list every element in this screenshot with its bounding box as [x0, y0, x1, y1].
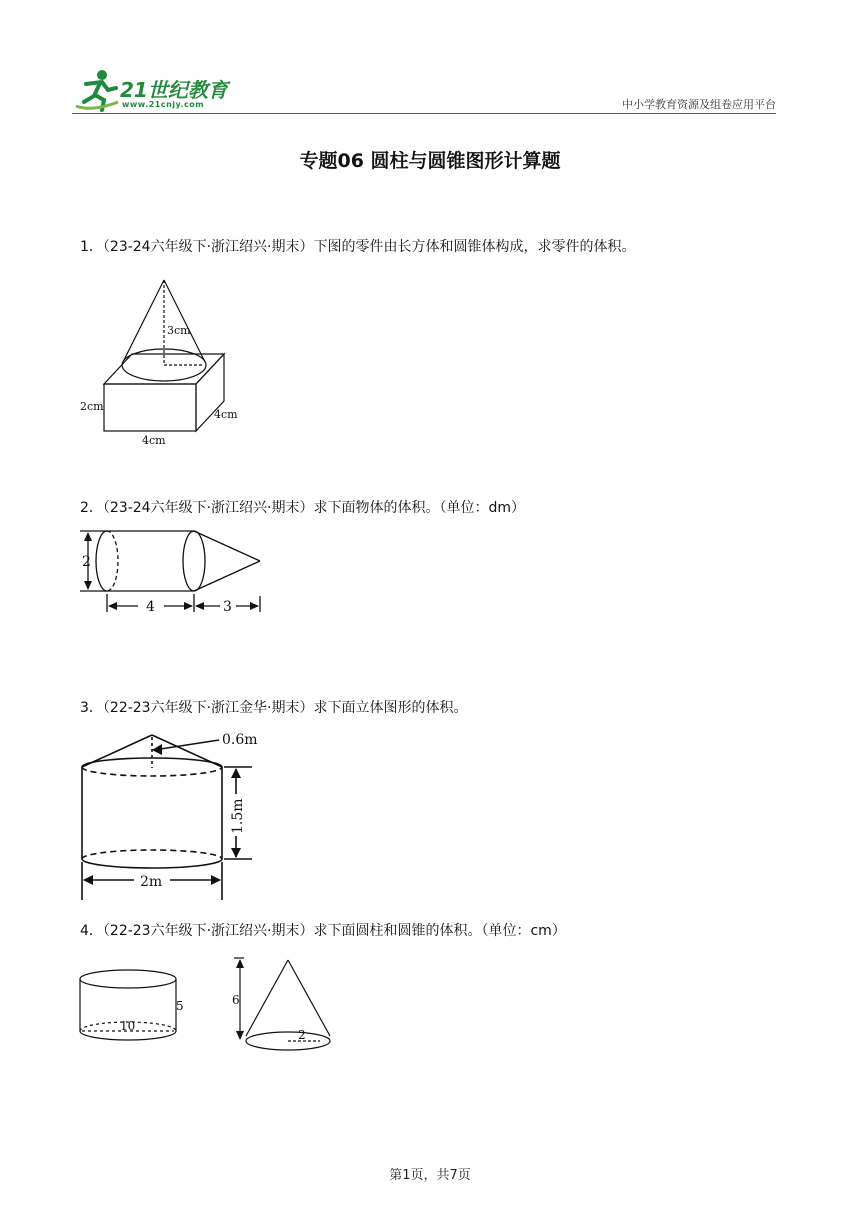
- figure-cylinder-with-cone: [74, 728, 274, 908]
- question-2-text: 2．（23-24六年级下·浙江绍兴·期末）求下面物体的体积。（单位：dm）: [80, 500, 526, 516]
- figure-cylinder-cone: [74, 524, 274, 624]
- question-1-text: 1．（23-24六年级下·浙江绍兴·期末）下图的零件由长方体和圆锥体构成，求零件的体积。: [80, 239, 636, 255]
- cylinder-length-label: 4: [146, 599, 155, 615]
- header-divider: [72, 113, 776, 114]
- platform-label: 中小学教育资源及组卷应用平台: [622, 98, 776, 111]
- cuboid-depth-label: 4cm: [214, 408, 238, 421]
- cone-radius-label: 2: [298, 1028, 306, 1042]
- page-number: 第1页，共7页: [389, 1168, 471, 1183]
- cone-length-label: 3: [223, 599, 232, 615]
- cylinder-diameter-label: 2m: [140, 874, 163, 890]
- cone-height-label: 0.6m: [222, 732, 258, 748]
- cuboid-height-label: 2cm: [80, 400, 104, 413]
- diameter-label: 2: [82, 554, 91, 570]
- logo-text: 21世纪教育: [120, 78, 228, 102]
- runner-logo-icon: [72, 66, 122, 114]
- figure-cuboid-cone: [74, 272, 254, 452]
- cone-height-label: 3cm: [167, 324, 191, 337]
- site-logo: [72, 66, 272, 116]
- question-3-text: 3．（22-23六年级下·浙江金华·期末）求下面立体图形的体积。: [80, 700, 468, 716]
- page-title: 专题06 圆柱与圆锥图形计算题: [299, 150, 561, 172]
- cylinder-height-label: 1.5m: [230, 798, 246, 834]
- logo-url: www.21cnjy.com: [122, 100, 205, 109]
- question-4-text: 4．（22-23六年级下·浙江绍兴·期末）求下面圆柱和圆锥的体积。（单位：cm）: [80, 923, 566, 939]
- cylinder-height-label: 5: [176, 999, 184, 1013]
- cylinder-diameter-label: 10: [120, 1019, 136, 1033]
- cone-height-label: 6: [232, 993, 240, 1007]
- cuboid-length-label: 4cm: [142, 434, 166, 447]
- figure-cylinder-and-cone: [74, 950, 344, 1060]
